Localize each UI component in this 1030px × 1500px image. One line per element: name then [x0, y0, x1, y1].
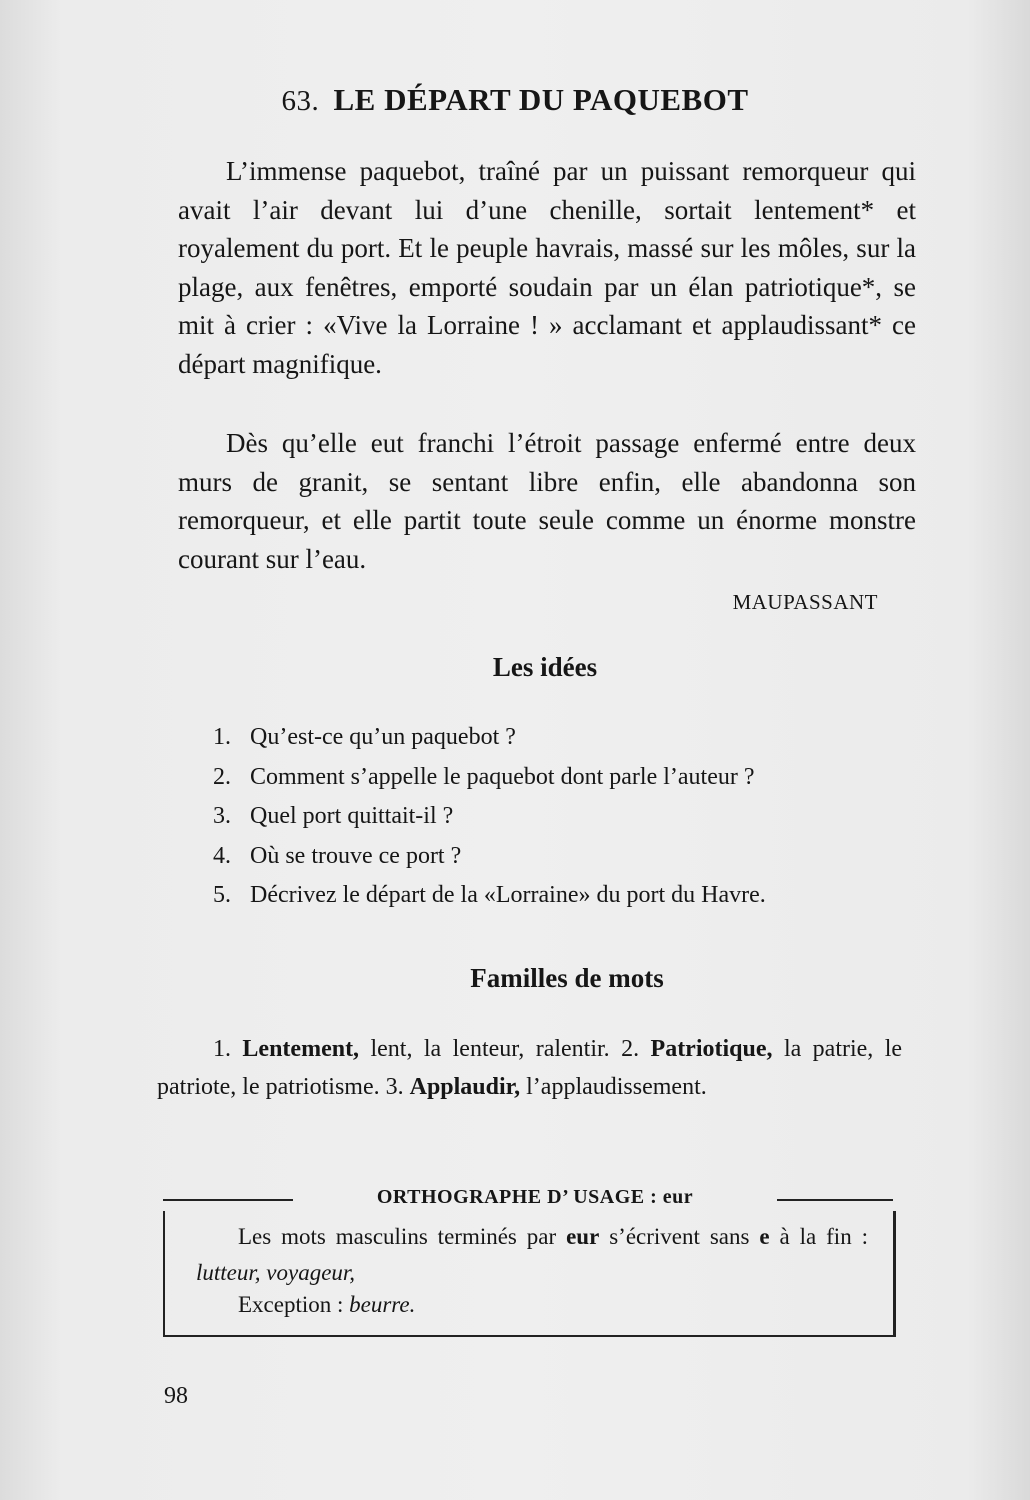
- question-item: [213, 876, 933, 916]
- famille-number: 1.: [213, 1036, 231, 1062]
- box-rule-left: [163, 1199, 293, 1201]
- orthographe-title: ORTHOGRAPHE D’ USAGE : eur: [376, 1186, 694, 1208]
- orthographe-rule: [196, 1219, 868, 1291]
- famille-word: Lentement,: [242, 1036, 360, 1062]
- question-item: [213, 837, 933, 877]
- famille-word: Patriotique,: [650, 1036, 773, 1062]
- page-number: 98: [164, 1383, 188, 1409]
- exception-label: Exception :: [238, 1292, 344, 1317]
- question-text: Décrivez le départ de la «Lorraine» du port du Havre.: [250, 882, 766, 908]
- question-number: 5.: [213, 882, 231, 908]
- familles-heading: Familles de mots: [470, 963, 664, 993]
- question-item: [213, 797, 933, 837]
- rule-text: à la fin :: [779, 1224, 869, 1249]
- rule-text: Les mots masculins terminés par: [238, 1224, 557, 1249]
- question-text: Où se trouve ce port ?: [250, 842, 462, 869]
- paragraph-1: L’immense paquebot, traîné par un puissant remorqueur qui avait l’air devant lui d’une chenille, sortait lentement* et royalement du port. Et le peuple havrais, massé sur les môles, sur la plage, aux fenêtres, emporté soudain par un élan patriotique*, se mit à crier : «Vive la Lorraine ! » acclamant et applaudissant* ce départ magnifique.: [178, 156, 916, 379]
- question-text: Quel port quittait-il ?: [250, 803, 454, 829]
- box-rule-right: [777, 1199, 893, 1201]
- paragraph-2: Dès qu’elle eut franchi l’étroit passage enfermé entre deux murs de granit, se sentant libre enfin, elle abandonna son remorqueur, et elle partit toute seule comme un énorme monstre courant sur l’eau.: [178, 428, 916, 574]
- question-item: [213, 718, 933, 758]
- rule-letter: e: [759, 1224, 770, 1249]
- question-number: 4.: [213, 842, 231, 869]
- familles-paragraph: [157, 1030, 902, 1106]
- famille-related: la patrie, le patriote, le patriotisme.: [157, 1036, 903, 1100]
- famille-number: 3.: [385, 1074, 404, 1100]
- lesson-number: 63.: [281, 85, 320, 117]
- question-item: [213, 758, 933, 798]
- rule-examples: lutteur, voyageur,: [196, 1260, 356, 1285]
- famille-related: lent, la lenteur, ralentir.: [370, 1036, 610, 1062]
- idees-heading: Les idées: [492, 652, 598, 682]
- questions-list: [213, 718, 933, 916]
- lesson-title-text: LE DÉPART DU PAQUEBOT: [333, 82, 749, 117]
- lesson-title: [0, 82, 1030, 118]
- famille-number: 2.: [621, 1036, 640, 1062]
- famille-related: l’applaudissement.: [526, 1074, 707, 1100]
- exception-word: beurre.: [349, 1292, 416, 1317]
- orthographe-exception: [238, 1292, 415, 1318]
- question-text: Comment s’appelle le paquebot dont parle l’auteur ?: [250, 763, 755, 790]
- author-signature: MAUPASSANT: [732, 590, 878, 614]
- question-number: 3.: [213, 803, 231, 829]
- famille-word: Applaudir,: [409, 1074, 521, 1100]
- question-number: 1.: [213, 724, 231, 750]
- rule-text: s’écrivent sans: [609, 1224, 750, 1249]
- question-text: Qu’est-ce qu’un paquebot ?: [250, 724, 516, 750]
- rule-suffix: eur: [566, 1224, 600, 1249]
- question-number: 2.: [213, 763, 231, 790]
